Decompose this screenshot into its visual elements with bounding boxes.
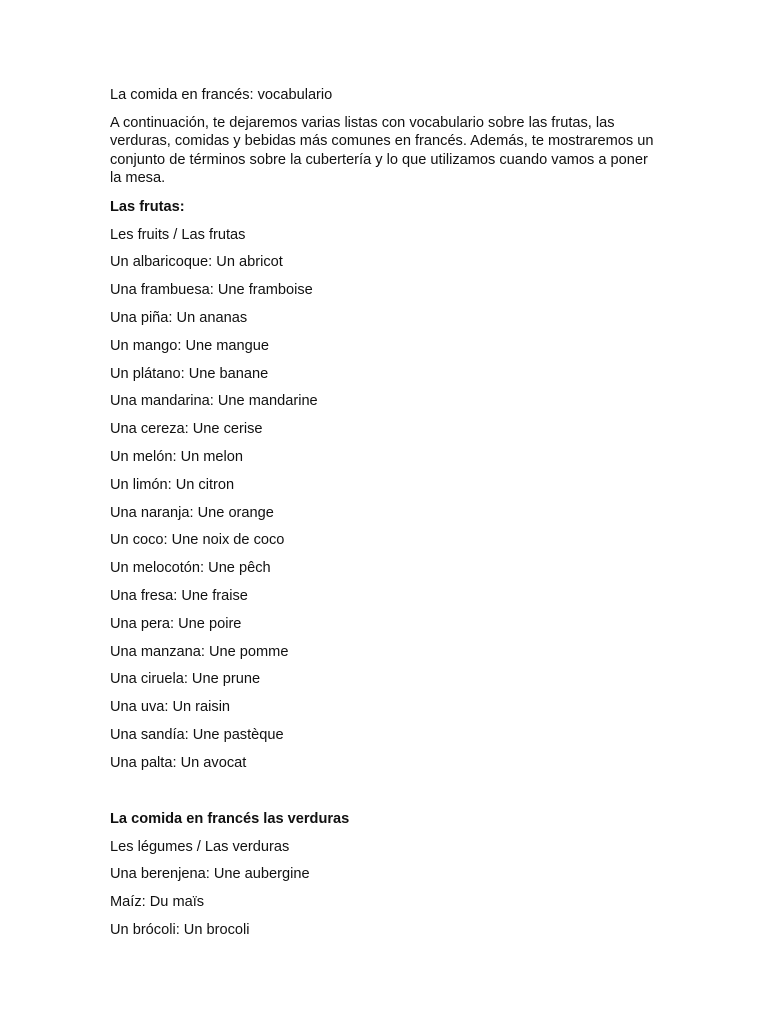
list-item: Un melón: Un melon — [110, 449, 244, 465]
list-item: Un brócoli: Un brocoli — [110, 921, 250, 938]
list-item: Una ciruela: Une prune — [110, 671, 261, 688]
intro-paragraph: A continuación, te dejaremos varias listas con vocabulario sobre las frutas, las verduras, comidas y bebidas más comunes en francés. Además, te mostraremos un conjunto de términos sobre la cubertería y lo que utilizamos cuando vamos a poner la mesa. — [110, 115, 654, 187]
fruits-heading: Las frutas: — [110, 198, 185, 215]
list-item: Un coco: Une noix de coco — [110, 532, 285, 549]
list-item: Un plátano: Une banane — [110, 365, 269, 382]
list-item: Una pera: Une poire — [110, 615, 242, 632]
vegetables-list — [110, 838, 670, 939]
list-item: Una cereza: Une cerise — [110, 421, 263, 438]
list-item: Una berenjena: Une aubergine — [110, 866, 310, 883]
list-item: Una uva: Un raisin — [110, 699, 231, 716]
list-item: Les légumes / Las verduras — [110, 838, 290, 855]
list-item: Un limón: Un citron — [110, 476, 235, 493]
list-item: Una naranja: Une orange — [110, 504, 274, 521]
list-item: Un melocotón: Une pêch — [110, 560, 271, 577]
vegetables-heading: La comida en francés las verduras — [110, 810, 350, 827]
list-item: Una mandarina: Une mandarine — [110, 393, 318, 410]
document-title: La comida en francés: vocabulario — [110, 87, 333, 103]
list-item: Les fruits / Las frutas — [110, 226, 246, 243]
list-item: Una sandía: Une pastèque — [110, 726, 284, 743]
list-item: Maíz: Du maïs — [110, 894, 205, 911]
fruits-list — [110, 226, 670, 772]
list-item: Un albaricoque: Un abricot — [110, 254, 283, 271]
list-item: Una palta: Un avocat — [110, 754, 247, 771]
list-item: Un mango: Une mangue — [110, 337, 270, 354]
section-spacer — [110, 782, 670, 810]
list-item: Una fresa: Une fraise — [110, 587, 248, 604]
list-item: Una frambuesa: Une framboise — [110, 282, 313, 299]
list-item: Una manzana: Une pomme — [110, 643, 289, 660]
list-item: Una piña: Un ananas — [110, 310, 248, 327]
document-page — [110, 86, 670, 949]
